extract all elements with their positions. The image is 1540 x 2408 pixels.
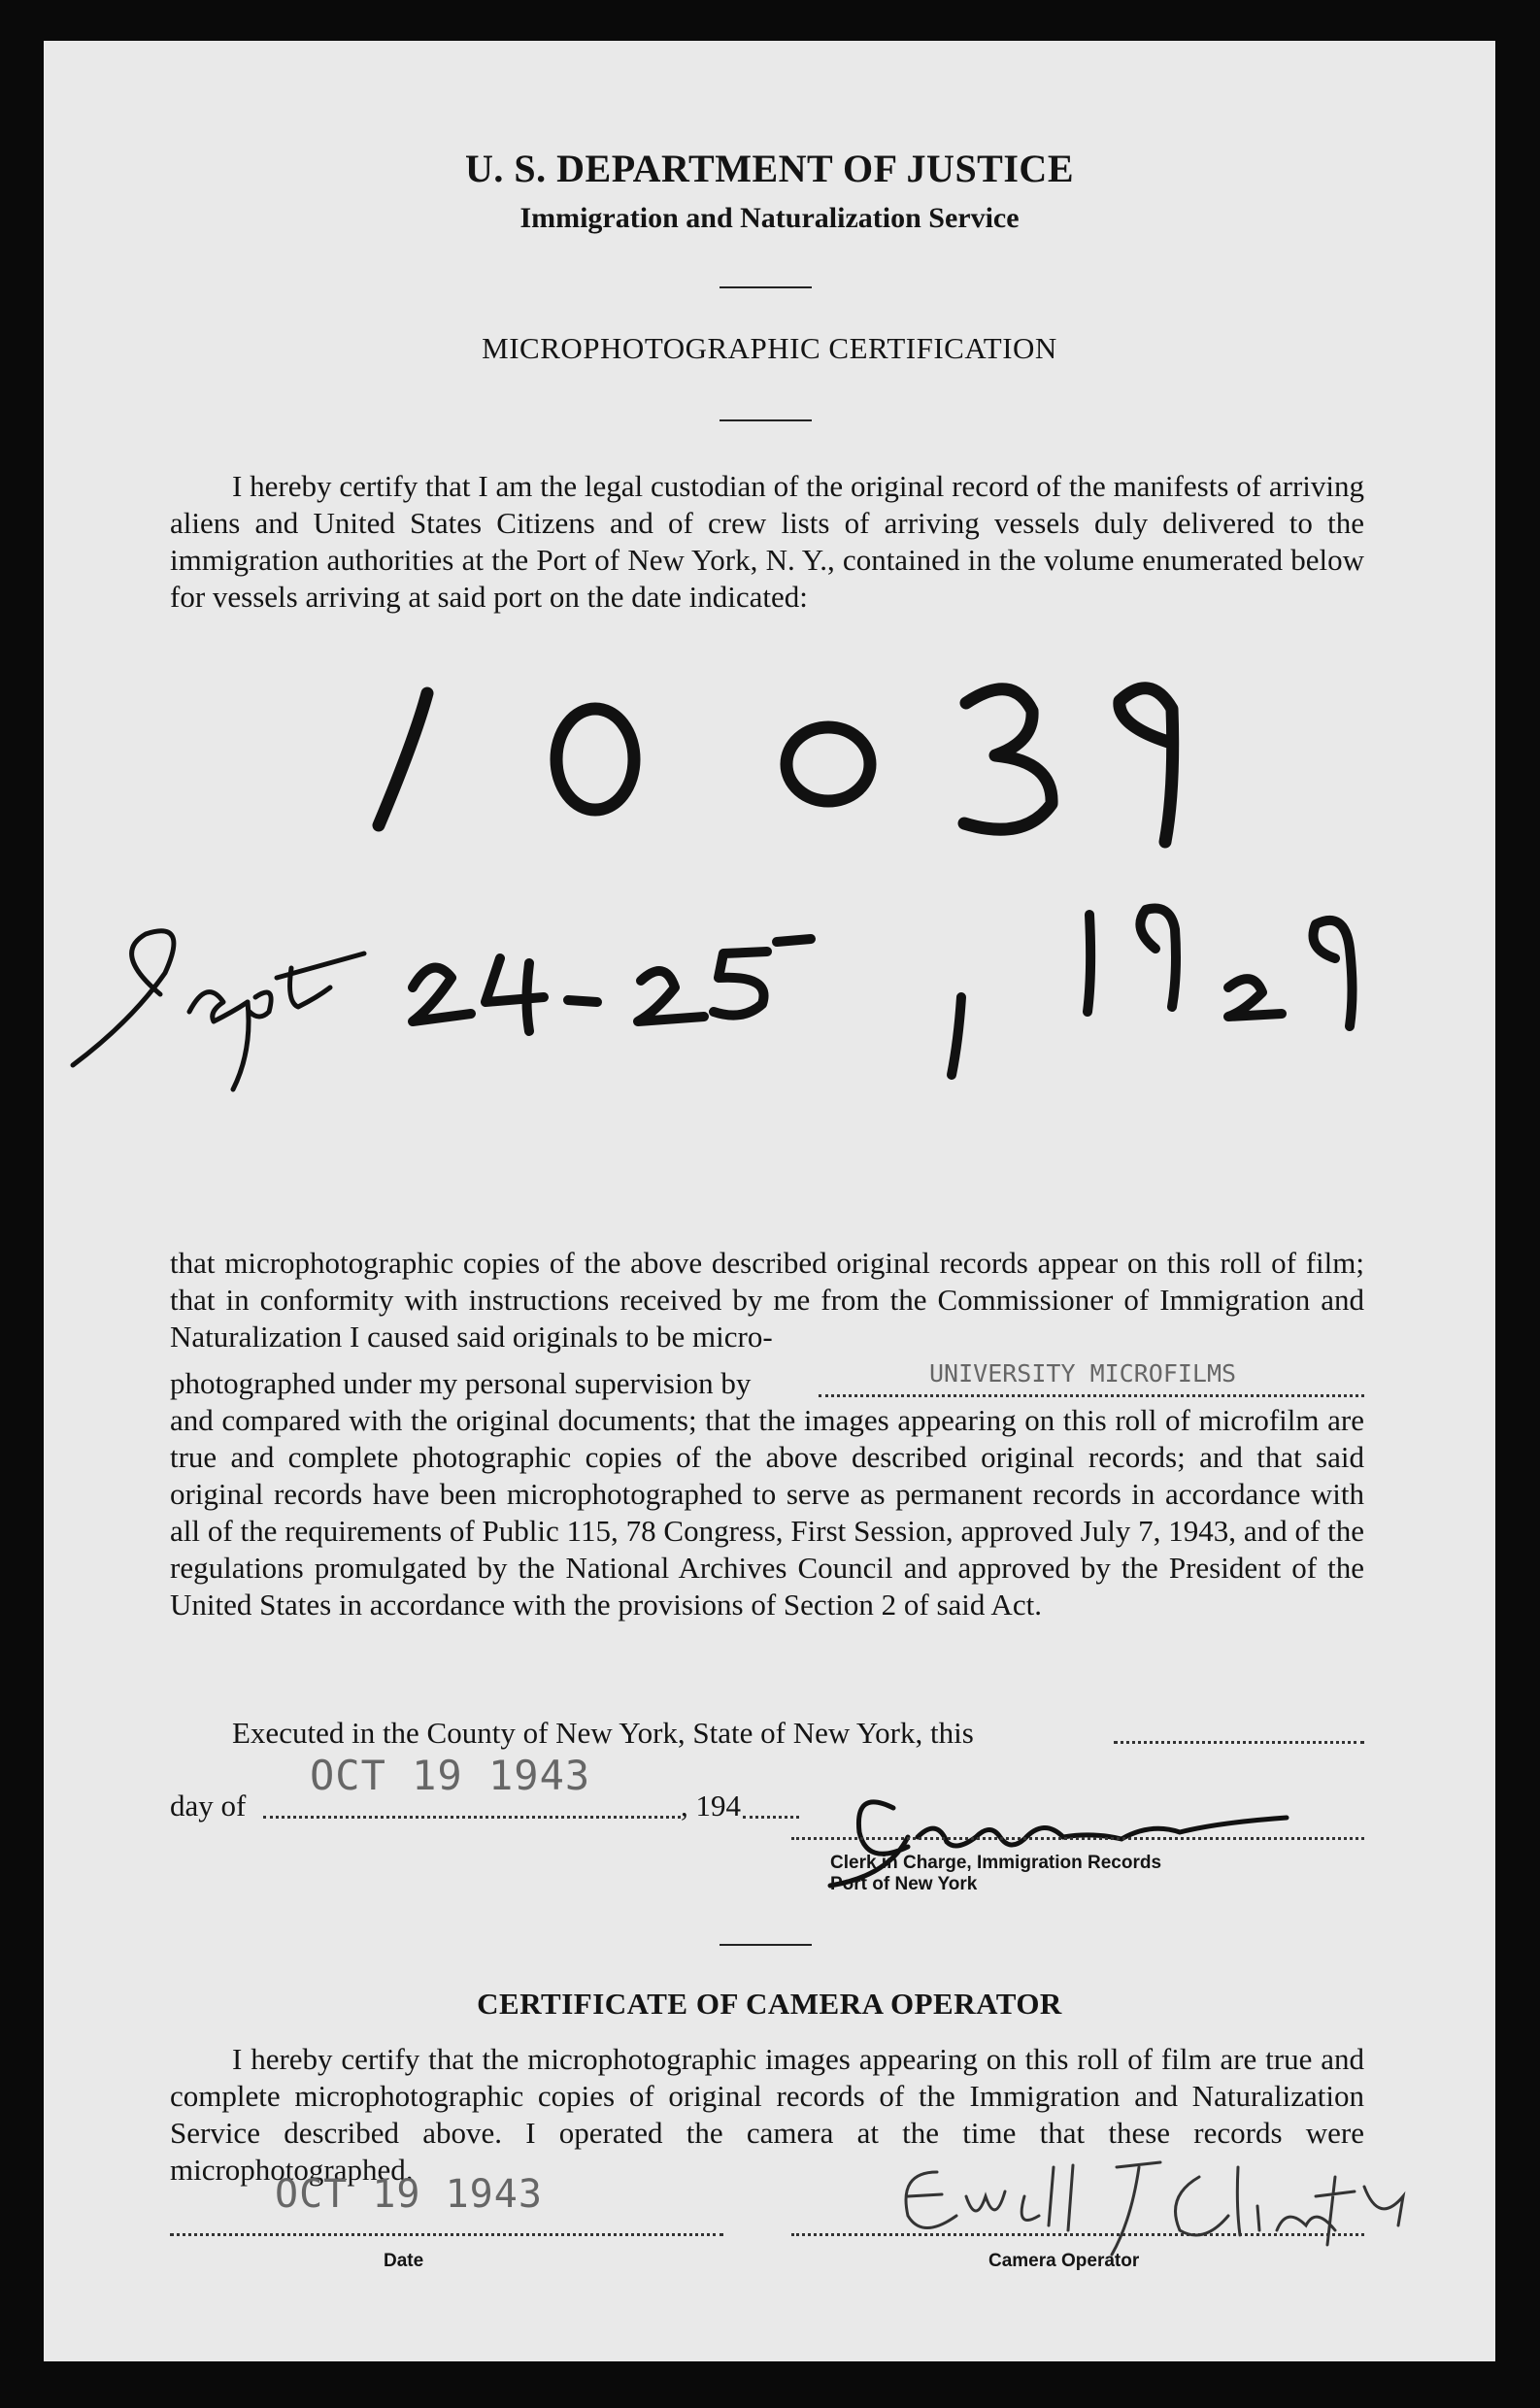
handwritten-volume-number bbox=[379, 688, 1173, 842]
year-blank bbox=[743, 1816, 799, 1819]
certification-body bbox=[170, 1245, 1364, 1623]
clerk-title: Clerk in Charge, Immigration Records bbox=[830, 1853, 1162, 1873]
clerk-location: Port of New York bbox=[830, 1874, 978, 1894]
date-label: Date bbox=[384, 2251, 424, 2271]
supervision-line bbox=[170, 1355, 1364, 1402]
divider bbox=[720, 1944, 812, 1946]
department-heading: U. S. DEPARTMENT OF JUSTICE bbox=[465, 147, 1074, 190]
executed-day-blank bbox=[1114, 1741, 1364, 1744]
operator-signature-line bbox=[791, 2233, 1364, 2236]
date-stamp: OCT 19 1943 bbox=[310, 1752, 591, 1799]
body-text-1: that microphotographic copies of the above described original records appear on this roll of film; that in conformity with instructions received by me from the Commissioner of Immigration and Naturalization I caused said originals to be micro- bbox=[170, 1246, 1364, 1354]
operator-label: Camera Operator bbox=[988, 2251, 1140, 2271]
handwritten-date bbox=[73, 909, 1353, 1089]
executed-text: Executed in the County of New York, State of New York, this bbox=[232, 1716, 974, 1750]
year-prefix: , 194 bbox=[681, 1789, 741, 1823]
body-text-2: and compared with the original documents; that the images appearing on this roll of microfilm are true and complete photographic copies of the above described original records; and that said original records have been microphotographed to serve as permanent records in accordance with all of the requirements of Public 115, 78 Congress, First Session, approved July 7, 1943, and of the regulations promulgated by the National Archives Council and approved by the President of the United States in accordance with the provisions of Section 2 of said Act. bbox=[170, 1403, 1364, 1622]
camera-heading: CERTIFICATE OF CAMERA OPERATOR bbox=[477, 1987, 1062, 2021]
day-of-label: day of bbox=[170, 1789, 247, 1823]
handwritten-entries bbox=[44, 41, 1495, 1206]
intro-text: I hereby certify that I am the legal custodian of the original record of the manifests of arriving aliens and United States Citizens and of crew lists of arriving vessels duly delivered to the immigration authorities at the Port of New York, N. Y., contained in the volume enumerated below for vessels arriving at said port on the date indicated: bbox=[170, 469, 1364, 614]
supervisor-stamp: UNIVERSITY MICROFILMS bbox=[929, 1359, 1237, 1388]
operator-signature bbox=[879, 2138, 1423, 2284]
camera-date-stamp: OCT 19 1943 bbox=[275, 2172, 543, 2217]
certification-title: MICROPHOTOGRAPHIC CERTIFICATION bbox=[482, 331, 1057, 365]
service-subheading: Immigration and Naturalization Service bbox=[519, 202, 1020, 234]
date-line bbox=[170, 2233, 723, 2236]
certificate-page bbox=[44, 41, 1495, 2361]
day-of-blank bbox=[263, 1816, 681, 1819]
supervisor-blank bbox=[819, 1394, 1364, 1397]
supervision-label: photographed under my personal supervision by bbox=[170, 1366, 752, 1400]
camera-text: I hereby certify that the microphotographic images appearing on this roll of film are true and complete microphotographic copies of original records of the Immigration and Naturalization Service described above. I operated the camera at the time that these records were microphotographed. bbox=[170, 2042, 1364, 2187]
clerk-signature-line bbox=[791, 1837, 1364, 1840]
